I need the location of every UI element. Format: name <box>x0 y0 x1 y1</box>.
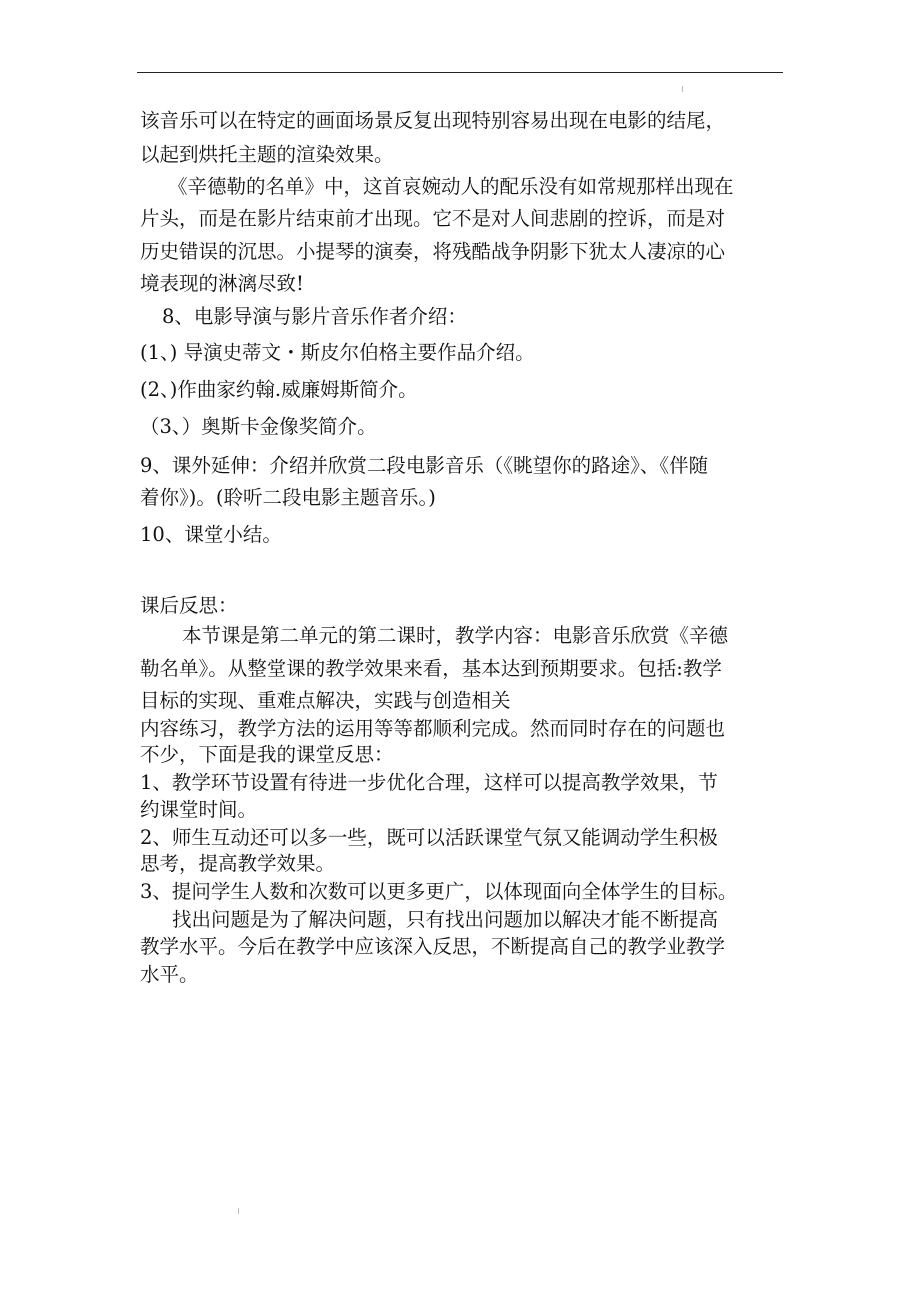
text-line: 该音乐可以在特定的画面场景反复出现特别容易出现在电影的结尾， <box>140 109 726 132</box>
text-line: 历史错误的沉思。小提琴的演奏，将残酷战争阴影下犹太人凄凉的心 <box>140 240 726 263</box>
text-line: 目标的实现、重难点解决，实践与创造相关 <box>140 689 511 712</box>
text-line: 水平。 <box>140 963 199 986</box>
list-item: (2、)作曲家约翰.威廉姆斯简介。 <box>140 378 418 401</box>
text-line: 内容练习，教学方法的运用等等都顺利完成。然而同时存在的问题也 <box>140 717 726 740</box>
list-item: （3、）奥斯卡金像奖简介。 <box>140 415 377 438</box>
header-rule <box>137 72 783 73</box>
list-item: 3、提问学生人数和次数可以更多更广，以体现面向全体学生的目标。 <box>140 880 738 903</box>
text-line: 约课堂时间。 <box>140 798 258 821</box>
text-line: 思考，提高教学效果。 <box>140 852 336 875</box>
scan-mark <box>682 86 683 92</box>
text-line: 《辛德勒的名单》中，这首哀婉动人的配乐没有如常规那样出现在 <box>168 175 734 198</box>
list-item: 1、教学环节设置有待进一步优化合理，这样可以提高教学效果，节 <box>140 771 718 794</box>
text-line: 教学水平。今后在教学中应该深入反思，不断提高自己的教学业教学 <box>140 935 726 958</box>
reflection-heading: 课后反思： <box>140 594 238 617</box>
section-heading: 8、电影导演与影片音乐作者介绍： <box>162 305 467 328</box>
list-item: (1、) 导演史蒂文・斯皮尔伯格主要作品介绍。 <box>140 341 535 364</box>
section-heading: 9、课外延伸：介绍并欣赏二段电影音乐（《眺望你的路途》、《伴随 <box>140 454 709 477</box>
text-line: 勒名单》。从整堂课的教学效果来看，基本达到预期要求。包括:教学 <box>140 657 722 680</box>
text-line: 片头，而是在影片结束前才出现。它不是对人间悲剧的控诉，而是对 <box>140 207 726 230</box>
text-line: 本节课是第二单元的第二课时，教学内容：电影音乐欣赏《辛德 <box>182 624 729 647</box>
text-line: 找出问题是为了解决问题，只有找出问题加以解决才能不断提高 <box>172 908 719 931</box>
text-line: 境表现的淋漓尽致! <box>140 272 304 295</box>
text-line: 着你》)。(聆听二段电影主题音乐。) <box>140 486 436 509</box>
scan-mark <box>238 1208 239 1214</box>
list-item: 2、师生互动还可以多一些，既可以活跃课堂气氛又能调动学生积极 <box>140 826 718 849</box>
text-line: 以起到烘托主题的渲染效果。 <box>140 143 394 166</box>
section-heading: 10、课堂小结。 <box>140 523 282 546</box>
text-line: 不少，下面是我的课堂反思： <box>140 743 394 766</box>
